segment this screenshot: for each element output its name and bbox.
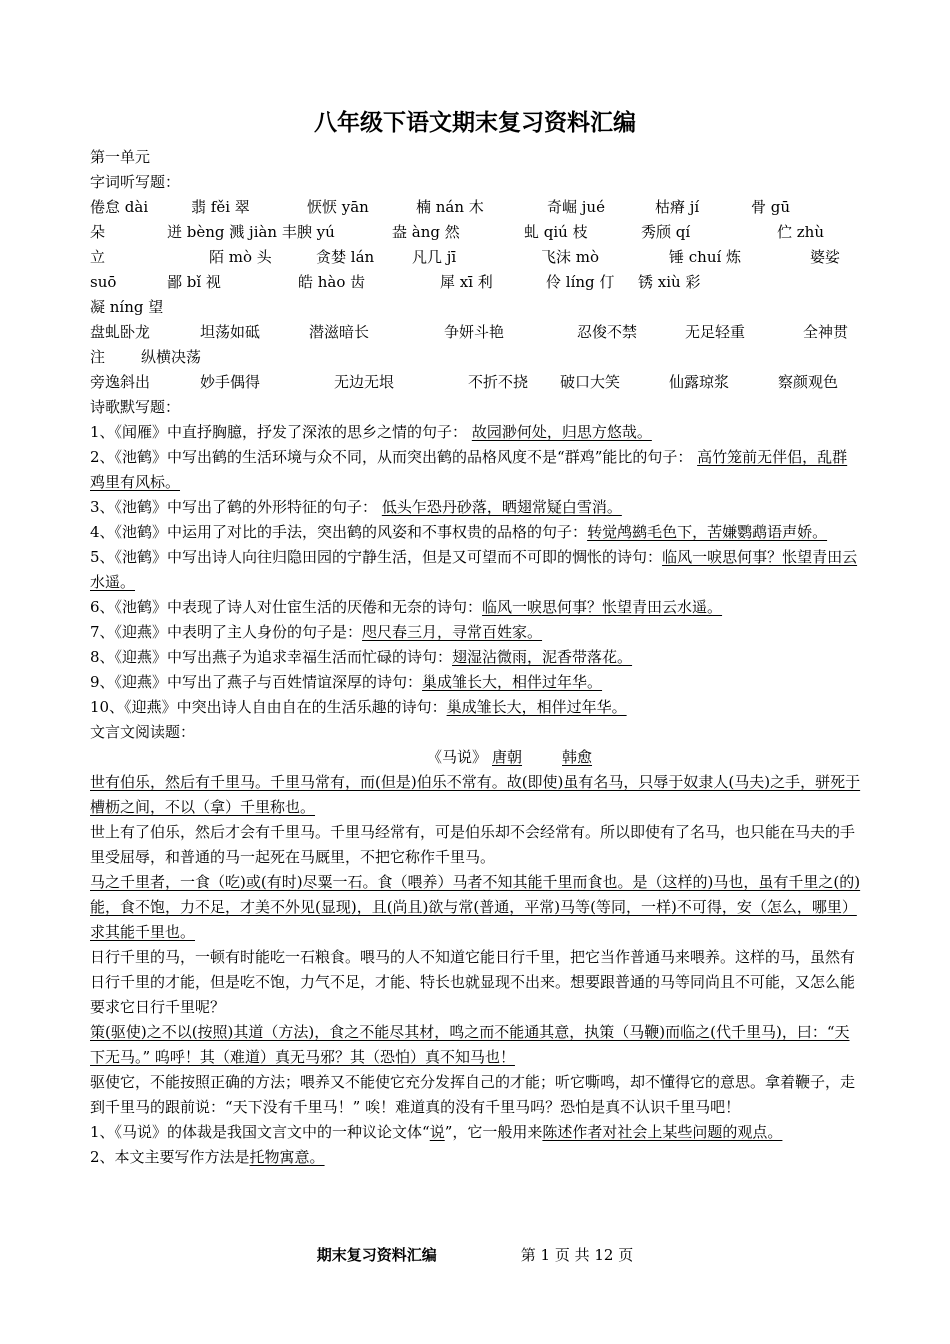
work-title: 《马说》 bbox=[427, 748, 488, 766]
vocab-item: 犀 xī 利 bbox=[440, 273, 493, 291]
vocab-row bbox=[90, 245, 862, 270]
idiom-item: 察颜观色 bbox=[778, 373, 839, 391]
question-text: 8、《迎燕》中写出燕子为追求幸福生活而忙碌的诗句： bbox=[90, 648, 453, 666]
idiom-item: 全神贯 bbox=[803, 323, 849, 341]
vocab-row bbox=[90, 220, 862, 245]
answer-text: 转觉鸬鹚毛色下，苦嫌鹦鹉语声娇。 bbox=[587, 523, 828, 541]
answer-text: 托物寓意。 bbox=[249, 1148, 325, 1166]
idiom-item: 无足轻重 bbox=[685, 323, 746, 341]
poetry-question bbox=[90, 620, 862, 645]
vocab-row bbox=[90, 195, 862, 220]
vocab-item: suō bbox=[90, 273, 117, 291]
answer-text: 故园渺何处，归思方悠哉。 bbox=[471, 423, 652, 441]
footer-title: 期末复习资料汇编 bbox=[316, 1246, 437, 1264]
question-text: 6、《池鹤》中表现了诗人对仕宦生活的厌倦和无奈的诗句： bbox=[90, 598, 483, 616]
vocab-item: 锤 chuí 炼 bbox=[669, 248, 742, 266]
vocab-item: 虬 qiú 枝 bbox=[524, 223, 588, 241]
idiom-item: 争妍斗艳 bbox=[444, 323, 505, 341]
vocab-item: 骨 gū bbox=[751, 198, 791, 216]
author: 韩愈 bbox=[562, 748, 593, 766]
vocab-item: 婆娑 bbox=[810, 248, 841, 266]
answer-text: 翅湿沾微雨，泥香带落花。 bbox=[452, 648, 633, 666]
poetry-question bbox=[90, 520, 862, 545]
vocab-item: 秀颀 qí bbox=[641, 223, 691, 241]
idiom-row bbox=[90, 370, 862, 395]
poetry-question bbox=[90, 495, 862, 520]
translation-paragraph: 驱使它，不能按照正确的方法；喂养又不能使它充分发挥自己的才能；听它嘶鸣，却不懂得它的意思。拿着鞭子，走到千里马的跟前说：“天下没有千里马！” 唉！难道真的没有千里马吗？恐怕是真不认识千里马吧！ bbox=[90, 1073, 856, 1116]
vocab-item: 立 bbox=[90, 248, 106, 266]
idiom-item: 潜滋暗长 bbox=[309, 323, 370, 341]
poetry-heading: 诗歌默写题： bbox=[90, 398, 181, 416]
vocab-item: 飞沫 mò bbox=[541, 248, 600, 266]
classical-question bbox=[90, 1120, 862, 1145]
question-text: 10、《迎燕》中突出诗人自由自在的生活乐趣的诗句： bbox=[90, 698, 447, 716]
vocab-item: 凡几 jī bbox=[412, 248, 457, 266]
poetry-question bbox=[90, 420, 862, 445]
vocab-item: 鄙 bǐ 视 bbox=[167, 273, 221, 291]
poetry-question bbox=[90, 695, 862, 720]
vocab-item: 贪婪 lán bbox=[316, 248, 375, 266]
vocab-item: 陌 mò 头 bbox=[209, 248, 272, 266]
idiom-item: 仙露琼浆 bbox=[669, 373, 730, 391]
poetry-question bbox=[90, 645, 862, 670]
vocab-item: 迸 bèng 溅 jiàn 丰腴 yú bbox=[167, 223, 335, 241]
vocab-item: 楠 nán 木 bbox=[416, 198, 484, 216]
vocab-item: 恹恹 yān bbox=[307, 198, 369, 216]
dynasty: 唐朝 bbox=[492, 748, 523, 766]
idiom-item: 不折不挠 bbox=[468, 373, 529, 391]
question-text: 1、《马说》的体裁是我国文言文中的一种议论文体“ bbox=[90, 1123, 430, 1141]
page-footer bbox=[0, 1244, 950, 1265]
question-text: ”，它一般用来 bbox=[444, 1123, 543, 1141]
idiom-item: 无边无垠 bbox=[334, 373, 395, 391]
question-text: 3、《池鹤》中写出了鹤的外形特征的句子： bbox=[90, 498, 382, 516]
vocab-heading: 字词听写题： bbox=[90, 173, 181, 191]
vocab-row bbox=[90, 270, 862, 295]
vocab-row bbox=[90, 295, 862, 320]
idiom-item: 注 bbox=[90, 348, 106, 366]
question-text: 2、《池鹤》中写出鹤的生活环境与众不同，从而突出鹤的品格风度不是“群鸡”能比的句子： bbox=[90, 448, 698, 466]
question-text: 5、《池鹤》中写出诗人向往归隐田园的宁静生活，但是又可望而不可即的惆怅的诗句： bbox=[90, 548, 663, 566]
answer-text: 临风一唳思何事？怅望青田云水遥。 bbox=[90, 548, 858, 591]
idiom-item: 妙手偶得 bbox=[200, 373, 261, 391]
question-text: 9、《迎燕》中写出了燕子与百姓情谊深厚的诗句： bbox=[90, 673, 423, 691]
translation-paragraph: 世上有了伯乐，然后才会有千里马。千里马经常有，可是伯乐却不会经常有。所以即使有了名马，也只能在马夫的手里受屈辱，和普通的马一起死在马厩里，不把它称作千里马。 bbox=[90, 823, 856, 866]
question-text: 4、《池鹤》中运用了对比的手法，突出鹤的风姿和不事权贵的品格的句子： bbox=[90, 523, 588, 541]
idiom-item: 盘虬卧龙 bbox=[90, 323, 151, 341]
question-text: 2、本文主要写作方法是 bbox=[90, 1148, 250, 1166]
idiom-item: 纵横决荡 bbox=[141, 348, 202, 366]
answer-text: 临风一唳思何事？怅望青田云水遥。 bbox=[482, 598, 723, 616]
classical-question bbox=[90, 1145, 862, 1170]
vocab-item: 奇崛 jué bbox=[547, 198, 605, 216]
question-text: 1、《闻雁》中直抒胸臆，抒发了深浓的思乡之情的句子： bbox=[90, 423, 472, 441]
idiom-row bbox=[90, 345, 862, 370]
vocab-item: 伶 líng 仃 bbox=[546, 273, 615, 291]
answer-text: 低头乍恐丹砂落，晒翅常疑白雪消。 bbox=[381, 498, 622, 516]
idiom-item: 坦荡如砥 bbox=[200, 323, 261, 341]
idiom-row bbox=[90, 320, 862, 345]
vocab-item: 凝 níng 望 bbox=[90, 298, 164, 316]
vocab-item: 盎 àng 然 bbox=[392, 223, 460, 241]
vocab-item: 锈 xiù 彩 bbox=[638, 273, 701, 291]
answer-text: 咫尺春三月，寻常百姓家。 bbox=[362, 623, 543, 641]
text-title-line bbox=[90, 745, 862, 770]
vocab-item: 翡 fěi 翠 bbox=[191, 198, 250, 216]
document-title: 八年级下语文期末复习资料汇编 bbox=[314, 109, 636, 136]
answer-text: 巢成雏长大，相伴过年华。 bbox=[446, 698, 627, 716]
answer-text: 说 bbox=[429, 1123, 445, 1141]
vocab-item: 皓 hào 齿 bbox=[298, 273, 366, 291]
poetry-question bbox=[90, 670, 862, 695]
idiom-item: 破口大笑 bbox=[560, 373, 621, 391]
poetry-question bbox=[90, 445, 862, 495]
answer-text: 巢成雏长大，相伴过年华。 bbox=[422, 673, 603, 691]
poetry-question bbox=[90, 545, 862, 595]
original-text-paragraph: 世有伯乐，然后有千里马。千里马常有，而(但是)伯乐不常有。故(即使)虽有名马，只辱于奴隶人(马夫)之手，骈死于槽枥之间，不以（拿）千里称也。 bbox=[90, 773, 861, 816]
answer-text: 高竹笼前无伴侣，乱群鸡里有风标。 bbox=[90, 448, 848, 491]
classical-heading: 文言文阅读题： bbox=[90, 723, 196, 741]
idiom-item: 旁逸斜出 bbox=[90, 373, 151, 391]
idiom-item: 忍俊不禁 bbox=[577, 323, 638, 341]
unit-heading: 第一单元 bbox=[90, 148, 151, 166]
vocab-item: 伫 zhù bbox=[777, 223, 824, 241]
poetry-question bbox=[90, 595, 862, 620]
page-number: 第 1 页 共 12 页 bbox=[520, 1246, 634, 1264]
translation-paragraph: 日行千里的马，一顿有时能吃一石粮食。喂马的人不知道它能日行千里，把它当作普通马来喂养。这样的马，虽然有日行千里的才能，但是吃不饱，力气不足，才能、特长也就显现不出来。想要跟普通的马等同尚且不可能，又怎么能要求它日行千里呢？ bbox=[90, 948, 856, 1016]
vocab-item: 枯瘠 jí bbox=[655, 198, 700, 216]
vocab-item: 倦怠 dài bbox=[90, 198, 149, 216]
document-body bbox=[90, 145, 862, 1170]
question-text: 7、《迎燕》中表明了主人身份的句子是： bbox=[90, 623, 363, 641]
answer-text: 陈述作者对社会上某些问题的观点。 bbox=[542, 1123, 783, 1141]
original-text-paragraph: 策(驱使)之不以(按照)其道（方法)，食之不能尽其材，鸣之而不能通其意，执策（马鞭)而临之(代千里马)，曰：“天下无马。” 呜呼！其（难道）真无马邪？其（恐怕）真不知马也！ bbox=[90, 1023, 850, 1066]
vocab-item: 朵 bbox=[90, 223, 106, 241]
original-text-paragraph: 马之千里者，一食（吃)或(有时)尽粟一石。食（喂养）马者不知其能千里而食也。是（这样的)马也，虽有千里之(的)能，食不饱，力不足，才美不外见(显现)，且(尚且)欲与常(普通，平常)马等(等同，一样)不可得，安（怎么，哪里）求其能千里也。 bbox=[90, 873, 861, 941]
